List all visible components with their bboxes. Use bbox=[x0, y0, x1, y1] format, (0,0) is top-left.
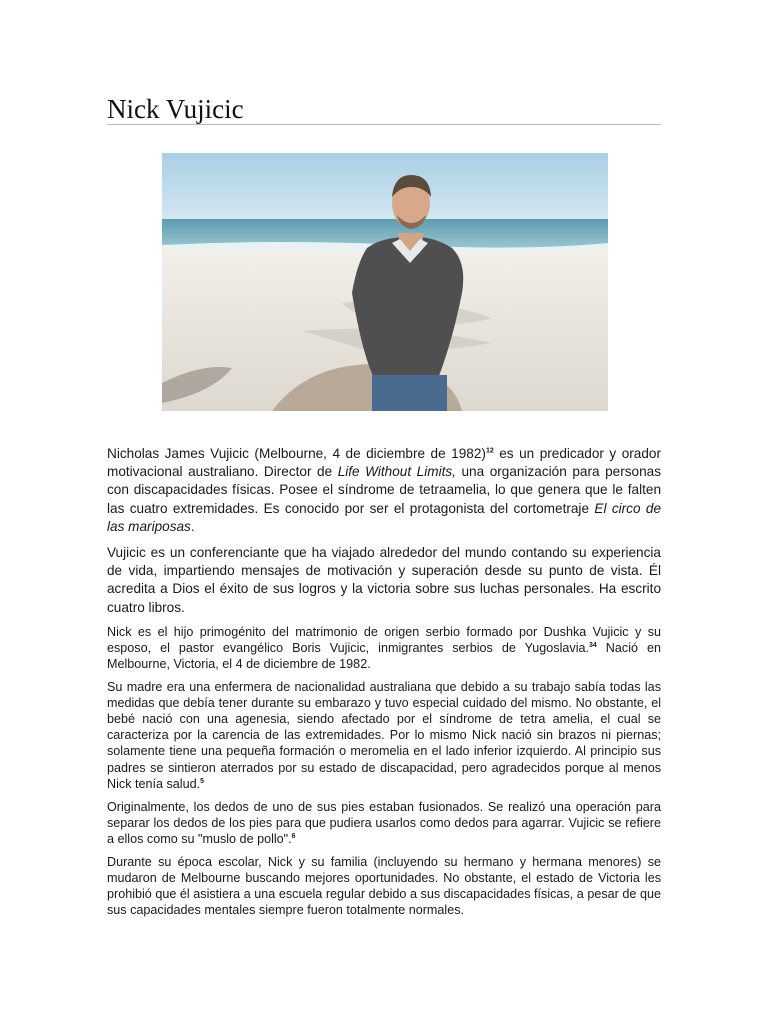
intro-text-a: Nicholas James Vujicic (Melbourne, 4 de diciembre de 1982) bbox=[107, 446, 486, 461]
birth-text: Su madre era una enfermera de nacionalidad australiana que debido a su trabajo sabía todas las medidas que debía tener durante su embarazo y tuvo especial cuidado del mismo. No obstante, el bebé nació con una agenesia, siendo afectado por el síndrome de tetra amelia, el cual se caracteriza por la carencia de las extremidades. Por lo mismo Nick nació sin brazos ni piernas; solamente tiene una pequeña formación o meromelia en el lado inferior izquierdo. Al principio sus padres se sintieron aterrados por su estado de discapacidad, pero agradecidos porque al menos Nick tenía salud. bbox=[107, 680, 661, 791]
paragraph-operation bbox=[107, 799, 661, 847]
footnote-ref[interactable]: 6 bbox=[291, 832, 296, 840]
intro-text-b: es un predicador y orador motivacional australiano. Director de bbox=[107, 446, 662, 480]
title-divider bbox=[107, 124, 661, 125]
intro-text-c: una organización para personas con discapacidades físicas. Posee el síndrome de tetraamelia, lo que genera que le falten las cuatro extremidades. Es conocido por ser el protagonista del cortometraje bbox=[107, 464, 662, 516]
family-text-a: Nick es el hijo primogénito del matrimonio de origen serbio formado por Dushka Vujicic y su esposo, el pastor evangélico Boris Vujicic, inmigrantes serbios de Yugoslavia. bbox=[107, 624, 661, 655]
paragraph-school: Durante su época escolar, Nick y su familia (incluyendo su hermano y hermana menores) se mudaron de Melbourne buscando mejores oportunidades. No obstante, el estado de Victoria les prohibió que él asistiera a una escuela regular debido a sus discapacidades físicas, a pesar de que sus capacidades mentales siempre fueron totalmente normales. bbox=[107, 855, 661, 918]
paragraph-family bbox=[107, 624, 661, 672]
paragraph-intro bbox=[107, 445, 661, 536]
footnote-ref[interactable]: 34 bbox=[589, 641, 597, 649]
portrait-photo bbox=[162, 153, 608, 411]
article-body bbox=[107, 445, 661, 918]
page-title: Nick Vujicic bbox=[107, 94, 244, 124]
beach-photo-illustration bbox=[162, 153, 608, 411]
paragraph-speaker: Vujicic es un conferenciante que ha viajado alrededor del mundo contando su experiencia de vida, impartiendo mensajes de motivación y superación desde su punto de vista. Él acredita a Dios el éxito de sus logros y la victoria sobre sus luchas personales. Ha escrito cuatro libros. bbox=[107, 545, 661, 615]
footnote-ref[interactable]: 5 bbox=[200, 777, 205, 785]
operation-text: Originalmente, los dedos de uno de sus pies estaban fusionados. Se realizó una operación para separar los dedos de los pies para que pudiera usarlos como dedos para agarrar. Vujicic se refiere a ellos como su "muslo de pollo". bbox=[107, 799, 661, 846]
intro-text-d: . bbox=[190, 518, 195, 534]
organization-name: Life Without Limits, bbox=[337, 464, 456, 480]
paragraph-birth bbox=[107, 679, 661, 792]
film-title: El circo de las mariposas bbox=[107, 500, 661, 534]
family-text-b: Nació en Melbourne, Victoria, el 4 de diciembre de 1982. bbox=[107, 640, 661, 672]
footnote-ref[interactable]: 12 bbox=[485, 447, 494, 455]
